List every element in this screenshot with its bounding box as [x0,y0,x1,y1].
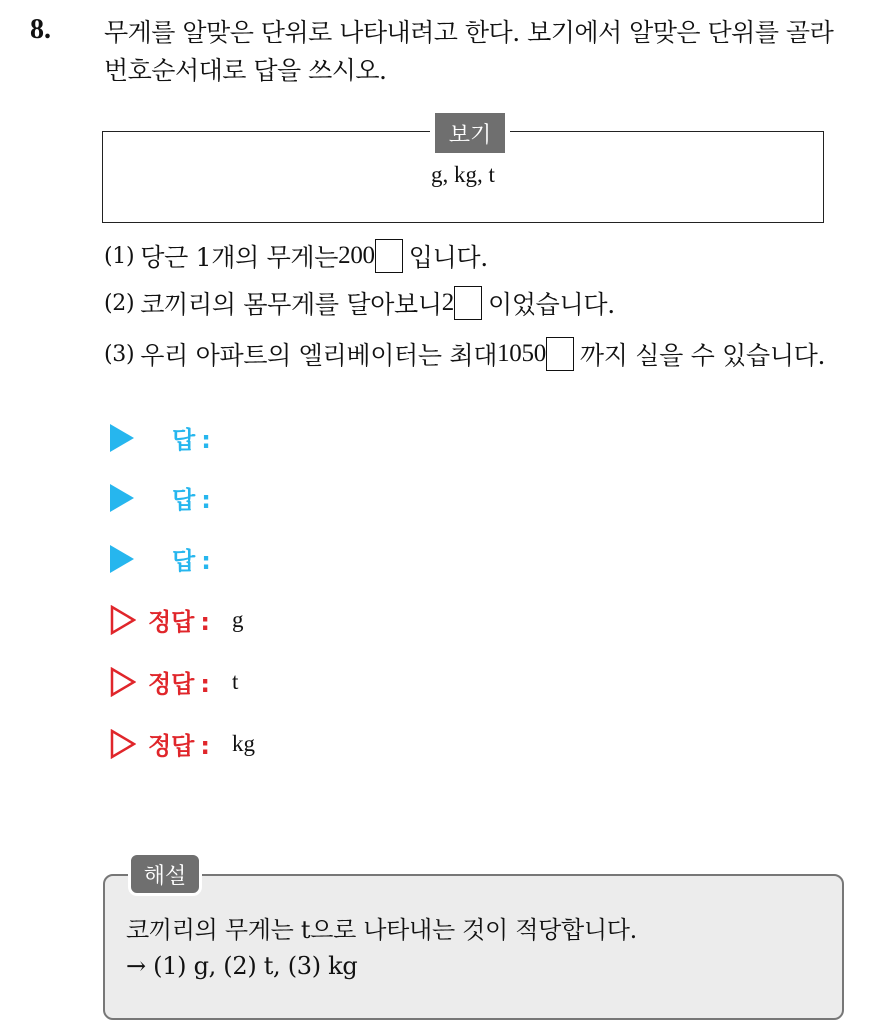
outline-triangle-icon [110,667,136,697]
item-text-pre: 우리 아파트의 엘리베이터는 최대 [140,341,498,370]
answer-row-3[interactable] [110,541,211,576]
item-number: (2) [104,290,135,316]
explanation-line-2: → (1) g, (2) t, (3) kg [126,952,358,980]
item-value: 1050 [497,340,546,367]
correct-colon: : [200,670,210,698]
item-value: 2 [441,289,454,316]
question-number: 8. [30,14,51,45]
play-triangle-icon [110,424,134,452]
item-text-pre: 당근 1개의 무게는 [140,243,339,272]
outline-triangle-icon [110,729,136,759]
answer-label: 답 [172,426,196,454]
item-number: (3) [104,341,135,367]
correct-colon: : [200,608,210,636]
answer-row-1[interactable] [110,420,211,455]
answer-label: 답 [172,486,196,514]
bogi-label: 보기 [430,113,510,153]
correct-answer-row-3 [110,726,255,761]
question-item-3 [104,336,825,372]
correct-value: kg [231,730,255,756]
correct-answer-row-2 [110,664,238,699]
explanation-box [103,874,844,1020]
item-text-pre: 코끼리의 몸무게를 달아보니 [140,290,442,319]
answer-label: 답 [172,547,196,575]
play-triangle-icon [110,545,134,573]
answer-colon: : [201,486,211,514]
outline-triangle-icon [110,605,136,635]
bogi-content: g, kg, t [431,162,495,187]
correct-value: t [231,668,239,694]
correct-label: 정답 [148,670,195,698]
correct-value: g [231,606,244,632]
question-item-2 [104,285,615,321]
item-text-post: 까지 실을 수 있습니다. [579,341,826,370]
explanation-line-1: 코끼리의 무게는 t으로 나타내는 것이 적당합니다. [126,916,637,944]
answer-blank-box[interactable] [546,337,574,371]
answer-colon: : [201,426,211,454]
answer-row-2[interactable] [110,480,211,515]
item-value: 200 [338,242,375,269]
correct-label: 정답 [148,608,195,636]
explanation-label: 해설 [128,852,202,896]
correct-label: 정답 [148,732,195,760]
item-text-post: 이었습니다. [487,290,615,319]
answer-blank-box[interactable] [375,239,403,273]
item-number: (1) [104,243,135,269]
question-text: 무게를 알맞은 단위로 나타내려고 한다. 보기에서 알맞은 단위를 골라 번호순서대로 답을 쓰시오. [104,18,834,85]
item-text-post: 입니다. [408,243,488,272]
question-item-1 [104,238,488,274]
answer-colon: : [201,547,211,575]
answer-blank-box[interactable] [454,286,482,320]
correct-answer-row-1 [110,602,243,637]
play-triangle-icon [110,484,134,512]
correct-colon: : [200,732,210,760]
